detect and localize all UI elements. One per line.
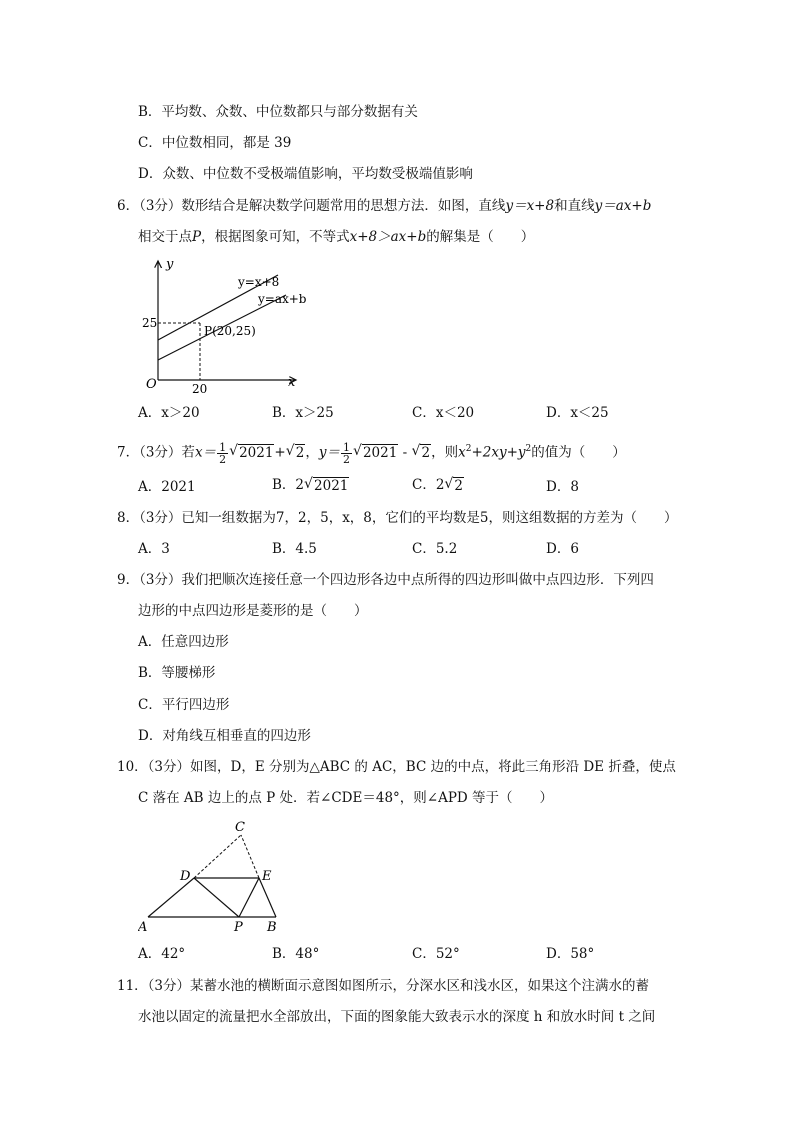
- q6-label-point: P(20,25): [204, 324, 256, 338]
- q7-option-d: D．8: [546, 479, 579, 495]
- q7-fraction-1: [217, 442, 228, 465]
- q7-option-c-prefix: C．2: [412, 477, 445, 493]
- q9-option-a: A．任意四边形: [138, 634, 229, 650]
- q7-option-c-rad: 2: [454, 477, 464, 494]
- q10-stem-line1: 10．（3分）如图，D，E 分别为△ABC 的 AC，BC 边的中点，将此三角形沿 DE 折叠，使点: [117, 759, 676, 775]
- q7-y-eq: y＝: [318, 444, 340, 461]
- q6-option-a: A．x＞20: [138, 405, 200, 421]
- q8-stem: 8．（3分）已知一组数据为7，2，5，x，8，它们的平均数是5，则这组数据的方差为（ ）: [117, 510, 678, 526]
- q7-sep: ，: [305, 444, 319, 461]
- q5-option-b: B．平均数、众数、中位数都只与部分数据有关: [138, 104, 418, 120]
- q10-label-d: D: [180, 869, 191, 884]
- q7-sup-1: 2: [465, 444, 472, 454]
- q7-option-c: [412, 475, 464, 496]
- q6-line2-a: 相交于点: [138, 229, 192, 245]
- q6-line2-b: ，根据图象可知，不等式: [201, 229, 350, 245]
- q9-option-b: B．等腰梯形: [138, 665, 216, 681]
- q7-option-a: A．2021: [138, 479, 196, 495]
- q7-option-b-prefix: B．2: [272, 477, 305, 493]
- q7-expr-x: x: [458, 444, 466, 461]
- q10-option-d: D．58°: [546, 946, 595, 962]
- q6-stem-line2: [138, 227, 534, 247]
- q8-option-d: D．6: [546, 541, 579, 557]
- q6-line2-c: 的解集是（ ）: [426, 229, 535, 245]
- q7-prefix: 7．（3分）若: [117, 444, 195, 461]
- q10-option-b: B．48°: [272, 946, 320, 962]
- q7-sqrt-2-a: [286, 440, 306, 466]
- q7-expr-rest: +2xy+y: [471, 444, 526, 461]
- q7-rad1-a: 2021: [239, 445, 274, 461]
- q7-frac2-num: 1: [342, 440, 350, 454]
- q7-sqrt-2021-b: [353, 440, 398, 466]
- q7-sup-2: 2: [525, 444, 532, 454]
- q6-point-p: P: [192, 229, 202, 245]
- q6-y-label: y: [166, 257, 174, 272]
- q9-option-d: D．对角线互相垂直的四边形: [138, 728, 311, 744]
- q6-stem-line1: [117, 196, 651, 216]
- q7-sqrt-2021-a: [229, 440, 274, 466]
- q6-tick-25: 25: [142, 316, 158, 330]
- q9-stem-line2: 边形的中点四边形是菱形的是（ ）: [138, 603, 368, 619]
- q7-suffix-b: 的值为（ ）: [531, 444, 626, 461]
- q6-prefix: 6．（3分）数形结合是解决数学问题常用的思想方法．如图，直线: [117, 198, 506, 214]
- q10-label-b: B: [267, 920, 277, 935]
- q10-option-a: A．42°: [138, 946, 186, 962]
- q10-triangle-figure: [138, 815, 288, 937]
- q6-origin-label: O: [146, 377, 157, 392]
- q6-graph-figure: [138, 255, 308, 395]
- q6-inequality: x+8＞ax+b: [349, 229, 427, 245]
- q6-option-c: C．x＜20: [412, 405, 475, 421]
- q7-frac2-den: 2: [342, 452, 350, 466]
- q10-option-c: C．52°: [412, 946, 460, 962]
- q7-sqrt-2-b: [411, 440, 431, 466]
- q7-rad2-a: 2: [295, 445, 305, 461]
- q6-tick-20: 20: [192, 382, 208, 395]
- q10-label-a: A: [138, 920, 148, 935]
- q8-option-c: C．5.2: [412, 541, 458, 557]
- q7-rad2-b: 2: [421, 445, 431, 461]
- q6-option-b: B．x＞25: [272, 405, 334, 421]
- q10-dashed-ec: [241, 835, 259, 878]
- q7-option-c-sqrt: [444, 476, 464, 496]
- q7-fraction-2: [341, 442, 352, 465]
- q6-eq2: y＝ax+b: [594, 198, 652, 214]
- q9-stem-line1: 9．（3分）我们把顺次连接任意一个四边形各边中点所得的四边形叫做中点四边形．下列四: [117, 572, 654, 588]
- q6-label-line2: y=ax+b: [258, 292, 307, 306]
- q7-stem: [117, 436, 626, 466]
- q6-option-d: D．x＜25: [546, 405, 609, 421]
- q5-option-d: D．众数、中位数不受极端值影响，平均数受极端值影响: [138, 166, 473, 182]
- q7-plus: +: [274, 444, 286, 461]
- q7-rad1-b: 2021: [362, 445, 398, 461]
- q10-label-e: E: [262, 869, 272, 884]
- q10-dashed-dc: [194, 835, 241, 878]
- q6-x-label: x: [288, 375, 296, 390]
- q7-frac1-num: 1: [219, 440, 227, 454]
- q6-mid: 和直线: [554, 198, 595, 214]
- q7-minus: -: [398, 444, 412, 461]
- q6-label-line1: y=x+8: [238, 275, 280, 289]
- q11-stem-line1: 11．（3分）某蓄水池的横断面示意图如图所示，分深水区和浅水区，如果这个注满水的蓄: [117, 978, 650, 994]
- q8-option-b: B．4.5: [272, 541, 317, 557]
- q7-option-b: [272, 475, 349, 496]
- q7-x-eq: x＝: [194, 444, 217, 461]
- q11-stem-line2: 水池以固定的流量把水全部放出，下面的图象能大致表示水的深度 h 和放水时间 t 之间: [138, 1009, 656, 1025]
- q10-label-c: C: [235, 820, 245, 835]
- q7-suffix-a: ，则: [431, 444, 459, 461]
- q6-eq1: y＝x+8: [505, 198, 555, 214]
- q10-segment-dp: [194, 878, 239, 917]
- q7-option-b-sqrt: [304, 476, 349, 496]
- q8-option-a: A．3: [138, 541, 170, 557]
- q7-option-b-rad: 2021: [314, 477, 349, 494]
- q7-frac1-den: 2: [219, 452, 227, 466]
- q5-option-c: C．中位数相同，都是 39: [138, 135, 292, 151]
- q9-option-c: C．平行四边形: [138, 697, 230, 713]
- q10-stem-line2: C 落在 AB 边上的点 P 处．若∠CDE＝48°，则∠APD 等于（ ）: [138, 790, 554, 806]
- q10-label-p: P: [234, 920, 243, 935]
- q10-segment-ep: [239, 878, 259, 917]
